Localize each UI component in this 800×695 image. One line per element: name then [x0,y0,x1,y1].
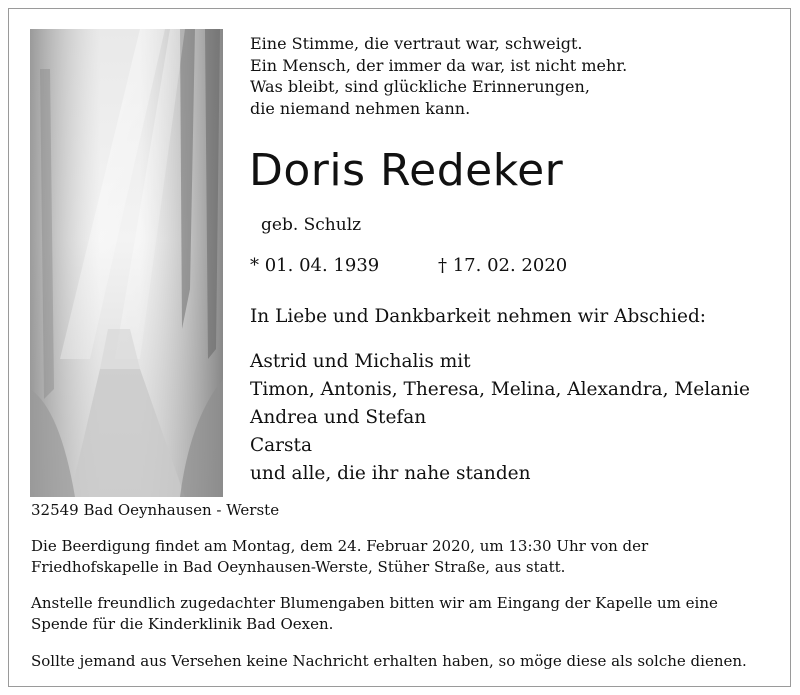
death-date: † 17. 02. 2020 [438,255,568,276]
family-line: Carsta [250,435,312,456]
birth-date: * 01. 04. 1939 [250,255,380,276]
donation-line: Spende für die Kinderklinik Bad Oexen. [31,615,334,633]
funeral-line: Die Beerdigung findet am Montag, dem 24. Februar 2020, um 13:30 Uhr von der [31,537,649,555]
forest-path-photo [30,29,223,497]
funeral-line: Friedhofskapelle in Bad Oeynhausen-Werste, Stüher Straße, aus statt. [31,558,566,576]
donation-info [31,593,718,635]
poem-line: Eine Stimme, die vertraut war, schweigt. [250,34,583,53]
life-dates [250,255,568,276]
poem [250,33,627,119]
poem-line: Was bleibt, sind glückliche Erinnerungen, [250,77,590,96]
location: 32549 Bad Oeynhausen - Werste [31,501,280,519]
poem-line: Ein Mensch, der immer da war, ist nicht mehr. [250,55,628,75]
funeral-info [31,536,648,578]
family-line: und alle, die ihr nahe standen [250,463,531,484]
poem-line: die niemand nehmen kann. [250,98,471,118]
closing-note: Sollte jemand aus Versehen keine Nachricht erhalten haben, so möge diese als solche dienen. [31,652,747,670]
maiden-name: geb. Schulz [261,215,362,235]
donation-line: Anstelle freundlich zugedachter Blumengaben bitten wir am Eingang der Kapelle um eine [31,594,718,612]
family-list [250,348,750,488]
family-line: Astrid und Michalis mit [250,351,471,372]
farewell-text: In Liebe und Dankbarkeit nehmen wir Abschied: [250,306,707,327]
obituary-card [8,8,791,687]
deceased-name: Doris Redeker [249,145,564,196]
family-line: Andrea und Stefan [250,407,427,428]
family-line: Timon, Antonis, Theresa, Melina, Alexandra, Melanie [250,379,750,400]
